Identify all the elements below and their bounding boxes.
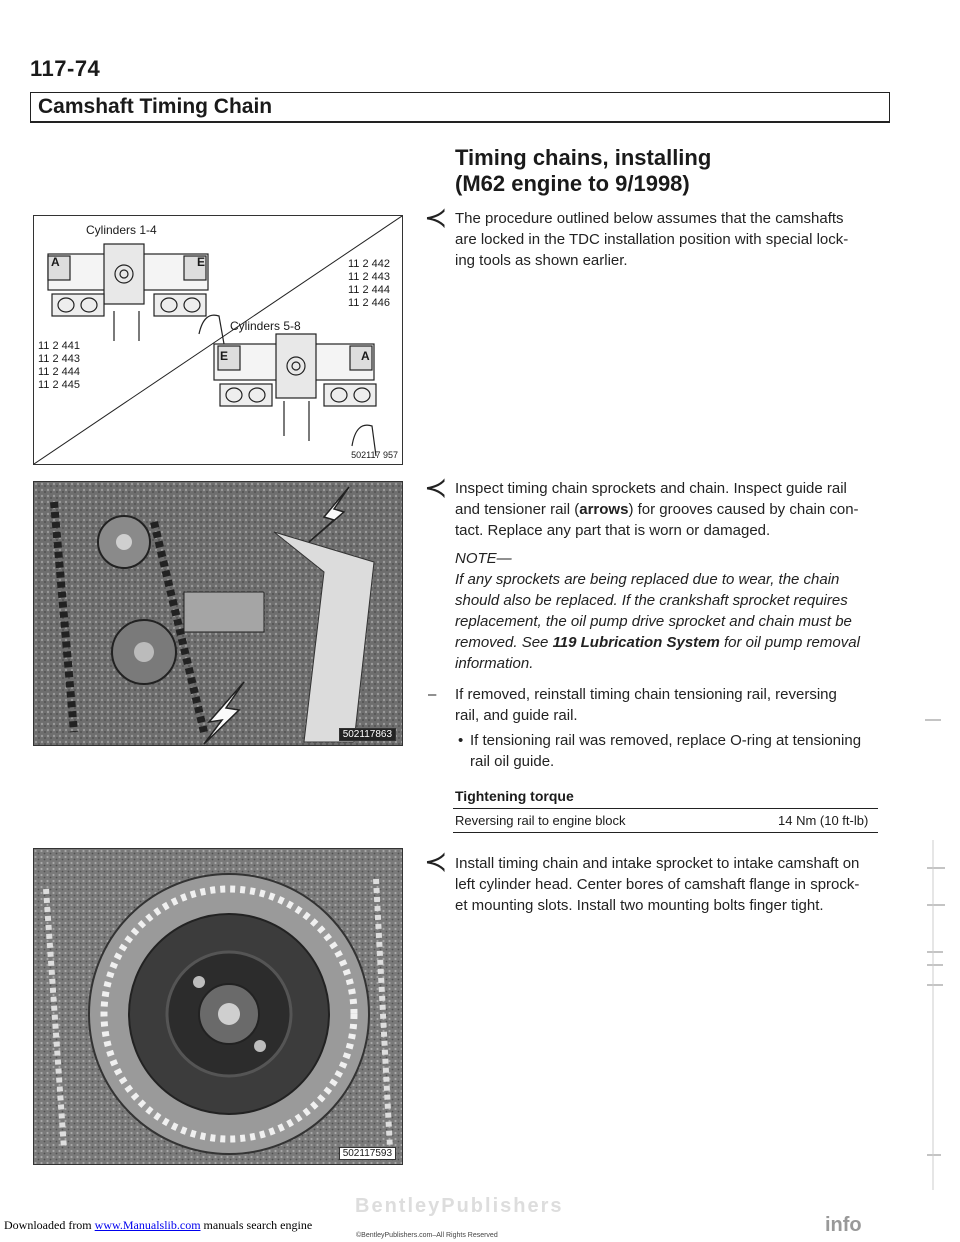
text-line: Inspect timing chain sprockets and chain. Inspect guide rail bbox=[455, 480, 847, 497]
text-run: Downloaded from bbox=[4, 1218, 95, 1232]
text-run: for oil pump removal bbox=[719, 634, 860, 651]
step-2-text bbox=[455, 478, 859, 541]
download-notice bbox=[4, 1218, 312, 1233]
text-line: Install timing chain and intake sprocket to intake camshaft on bbox=[455, 855, 860, 872]
manualslib-link[interactable]: www.Manualslib.com bbox=[94, 1218, 201, 1232]
tool-number: 11 2 443 bbox=[38, 353, 81, 365]
text-line: information. bbox=[455, 655, 534, 672]
tool-numbers-right bbox=[348, 258, 390, 310]
text-run: and tensioner rail ( bbox=[455, 501, 580, 518]
site-watermark: info bbox=[825, 1214, 862, 1236]
cross-reference: 119 Lubrication System bbox=[552, 634, 720, 651]
timing-chain-rails-photo bbox=[33, 481, 403, 746]
torque-item: Reversing rail to engine block bbox=[455, 813, 626, 828]
cylinders-5-8-label: Cylinders 5-8 bbox=[230, 319, 301, 333]
step-3-text bbox=[455, 853, 859, 916]
figure-code: 502117 957 bbox=[351, 450, 398, 460]
heading-line-2: (M62 engine to 9/1998) bbox=[455, 171, 690, 196]
arrows-emphasis: arrows bbox=[579, 501, 629, 518]
tool-number: 11 2 442 bbox=[348, 258, 391, 270]
text-line: should also be replaced. If the crankshaft sprocket requires bbox=[455, 592, 848, 609]
text-line bbox=[455, 632, 860, 653]
torque-table-title: Tightening torque bbox=[455, 788, 574, 804]
dash-step-text bbox=[455, 684, 837, 726]
table-rule bbox=[453, 832, 878, 833]
dash-marker: – bbox=[428, 686, 437, 703]
note-block bbox=[455, 548, 860, 674]
tool-number: 11 2 444 bbox=[348, 284, 391, 296]
text-line bbox=[455, 499, 859, 520]
note-label: NOTE— bbox=[455, 550, 512, 567]
publisher-watermark: BentleyPublishers bbox=[355, 1195, 564, 1217]
camshaft-locking-diagram bbox=[33, 215, 403, 465]
text-line: If removed, reinstall timing chain tensioning rail, reversing bbox=[455, 686, 837, 703]
header-rule bbox=[30, 121, 890, 123]
text-line: left cylinder head. Center bores of camshaft flange in sprock- bbox=[455, 876, 860, 893]
tool-number: 11 2 444 bbox=[38, 366, 81, 378]
figure-code: 502117863 bbox=[339, 728, 396, 741]
bullet-text bbox=[470, 730, 861, 772]
text-line: ing tools as shown earlier. bbox=[455, 252, 628, 269]
text-run: removed. See bbox=[455, 634, 553, 651]
main-heading bbox=[455, 145, 711, 197]
photo-drawing bbox=[34, 849, 402, 1164]
tool-number: 11 2 446 bbox=[348, 297, 391, 309]
heading-line-1: Timing chains, installing bbox=[455, 145, 712, 170]
label-e-right: E bbox=[220, 349, 229, 363]
text-line: are locked in the TDC installation position with special lock- bbox=[455, 231, 849, 248]
tool-number: 11 2 443 bbox=[348, 271, 391, 283]
label-e-left: E bbox=[197, 255, 206, 269]
tool-number: 11 2 445 bbox=[38, 379, 81, 391]
page-number: 117-74 bbox=[30, 56, 101, 81]
text-line: rail, and guide rail. bbox=[455, 707, 578, 724]
diagram-drawing bbox=[34, 216, 402, 464]
label-a-left: A bbox=[51, 255, 60, 269]
tool-numbers-left bbox=[38, 340, 80, 392]
torque-value: 14 Nm (10 ft-lb) bbox=[778, 813, 869, 828]
text-line: If tensioning rail was removed, replace O-ring at tensioning bbox=[470, 732, 862, 749]
text-line: rail oil guide. bbox=[470, 753, 555, 770]
table-rule bbox=[453, 808, 878, 809]
figure-pointer-icon: ≺ bbox=[424, 202, 448, 233]
text-line: et mounting slots. Install two mounting bolts finger tight. bbox=[455, 897, 824, 914]
tool-number: 11 2 441 bbox=[38, 340, 81, 352]
figure-pointer-icon: ≺ bbox=[424, 846, 448, 877]
text-run: manuals search engine bbox=[200, 1218, 313, 1232]
copyright-notice: ©BentleyPublishers.com–All Rights Reserved bbox=[356, 1232, 498, 1239]
photo-drawing bbox=[34, 482, 402, 745]
margin-scan-marks bbox=[915, 0, 960, 1242]
figure-code: 502117593 bbox=[339, 1147, 396, 1160]
text-line: replacement, the oil pump drive sprocket and chain must be bbox=[455, 613, 852, 630]
text-line: If any sprockets are being replaced due to wear, the chain bbox=[455, 571, 840, 588]
figure-pointer-icon: ≺ bbox=[424, 472, 448, 503]
cylinders-1-4-label: Cylinders 1-4 bbox=[86, 223, 157, 237]
section-title: Camshaft Timing Chain bbox=[38, 95, 273, 118]
step-1-text bbox=[455, 208, 848, 271]
text-line: tact. Replace any part that is worn or damaged. bbox=[455, 522, 771, 539]
label-a-right: A bbox=[361, 349, 370, 363]
intake-sprocket-photo bbox=[33, 848, 403, 1165]
bullet-marker: • bbox=[458, 732, 464, 749]
text-run: ) for grooves caused by chain con- bbox=[628, 501, 859, 518]
text-line: The procedure outlined below assumes that the camshafts bbox=[455, 210, 844, 227]
